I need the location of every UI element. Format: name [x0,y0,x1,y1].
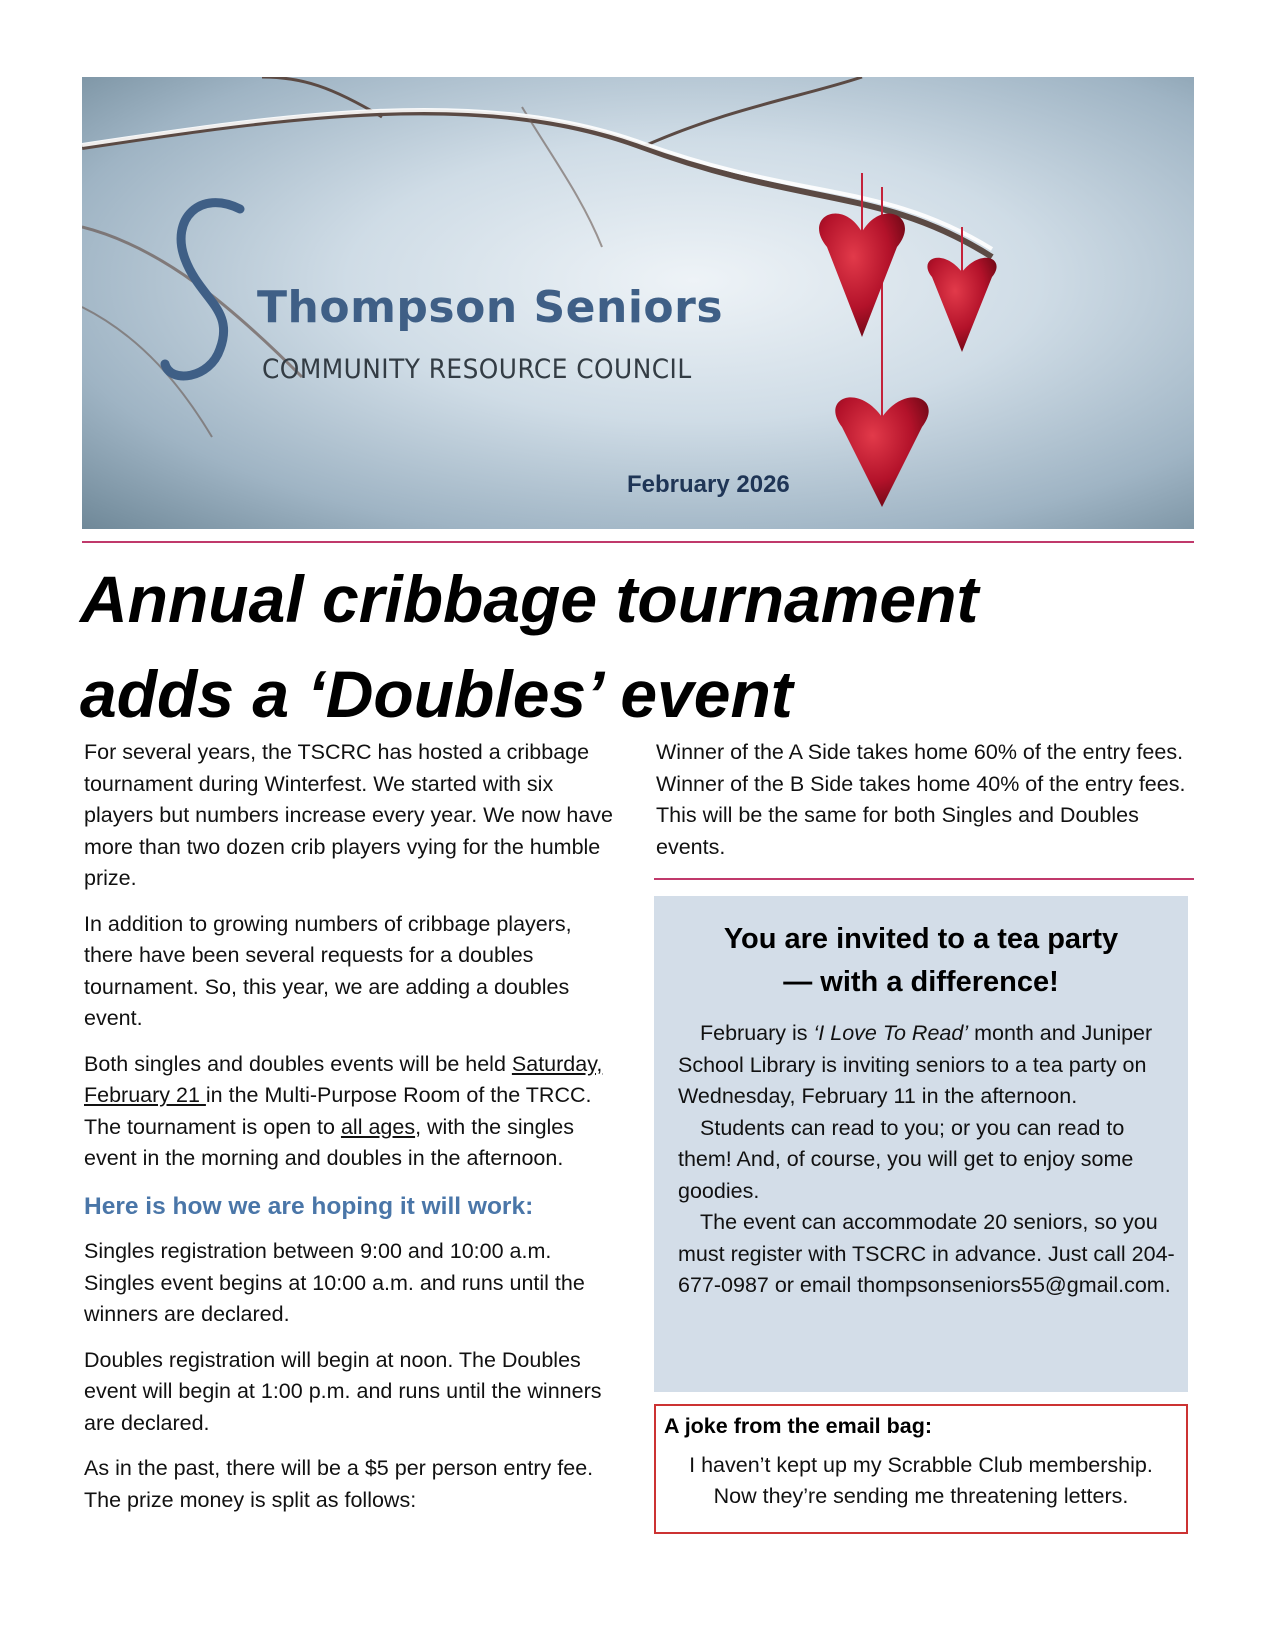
all-ages-underlined: all ages [340,1114,416,1139]
article-paragraph: Doubles registration will begin at noon. The Doubles event will begin at 1:00 p.m. and runs until the winners are declared. [84,1347,602,1435]
tea-party-box [654,896,1188,1392]
article-paragraph: For several years, the TSCRC has hosted a cribbage tournament during Winterfest. We started with six players but numbers increase every year. We now have more than two dozen crib players vying for the humble prize. [84,740,614,890]
issue-date: February 2026 [627,471,790,498]
headline-line1: Annual cribbage tournament [80,562,979,636]
article-paragraph: Both singles and doubles events will be held Saturday, February 21 in the Multi-Purpose Room of the TRCC. The tournament is open to all ages, with the singles event in the morning and doubles in the afternoon. [84,1051,603,1170]
article-left-column [84,737,624,1530]
article-paragraph: As in the past, there will be a $5 per person entry fee. The prize money is split as follows: [84,1456,594,1512]
headline-line2: adds a ‘Doubles’ event [80,657,793,731]
joke-box [654,1404,1188,1534]
tea-party-title: You are invited to a tea party — with a difference! [723,923,1119,998]
event-date-underlined: Saturday, February 21 [84,1051,603,1107]
tea-paragraph: Students can read to you; or you can read to them! And, of course, you will get to enjoy some goodies. [678,1115,1134,1203]
org-name: Thompson Seniors [257,282,724,333]
org-subtitle: COMMUNITY RESOURCE COUNCIL [262,354,692,385]
joke-title: A joke from the email bag: [664,1414,933,1438]
tea-paragraph: February is ‘I Love To Read’ month and Juniper School Library is inviting seniors to a tea party on Wednesday, February 11 in the afternoon. [678,1021,1153,1108]
header-banner [82,77,1194,529]
tea-party-body [678,1018,1178,1302]
article-subheading: Here is how we are hoping it will work: [84,1192,534,1220]
article-paragraph: Winner of the A Side takes home 60% of the entry fees. Winner of the B Side takes home 40% of the entry fees. This will be the same for both Singles and Doubles events. [656,740,1186,859]
headline [80,552,1210,742]
logo-s-icon [160,189,260,389]
article-right-column [656,737,1191,863]
tea-paragraph: The event can accommodate 20 seniors, so you must register with TSCRC in advance. Just call 204-677-0987 or email thompsonseniors55@gmail.com. [678,1210,1175,1297]
article-paragraph: In addition to growing numbers of cribbage players, there have been several requests for a doubles tournament. So, this year, we are adding a doubles event. [84,911,572,1030]
divider-top [82,541,1194,543]
divider-middle [654,878,1194,880]
joke-body: I haven’t kept up my Scrabble Club membership. Now they’re sending me threatening letters. [689,1453,1153,1508]
article-paragraph: Singles registration between 9:00 and 10:00 a.m. Singles event begins at 10:00 a.m. and runs until the winners are declared. [84,1239,585,1326]
